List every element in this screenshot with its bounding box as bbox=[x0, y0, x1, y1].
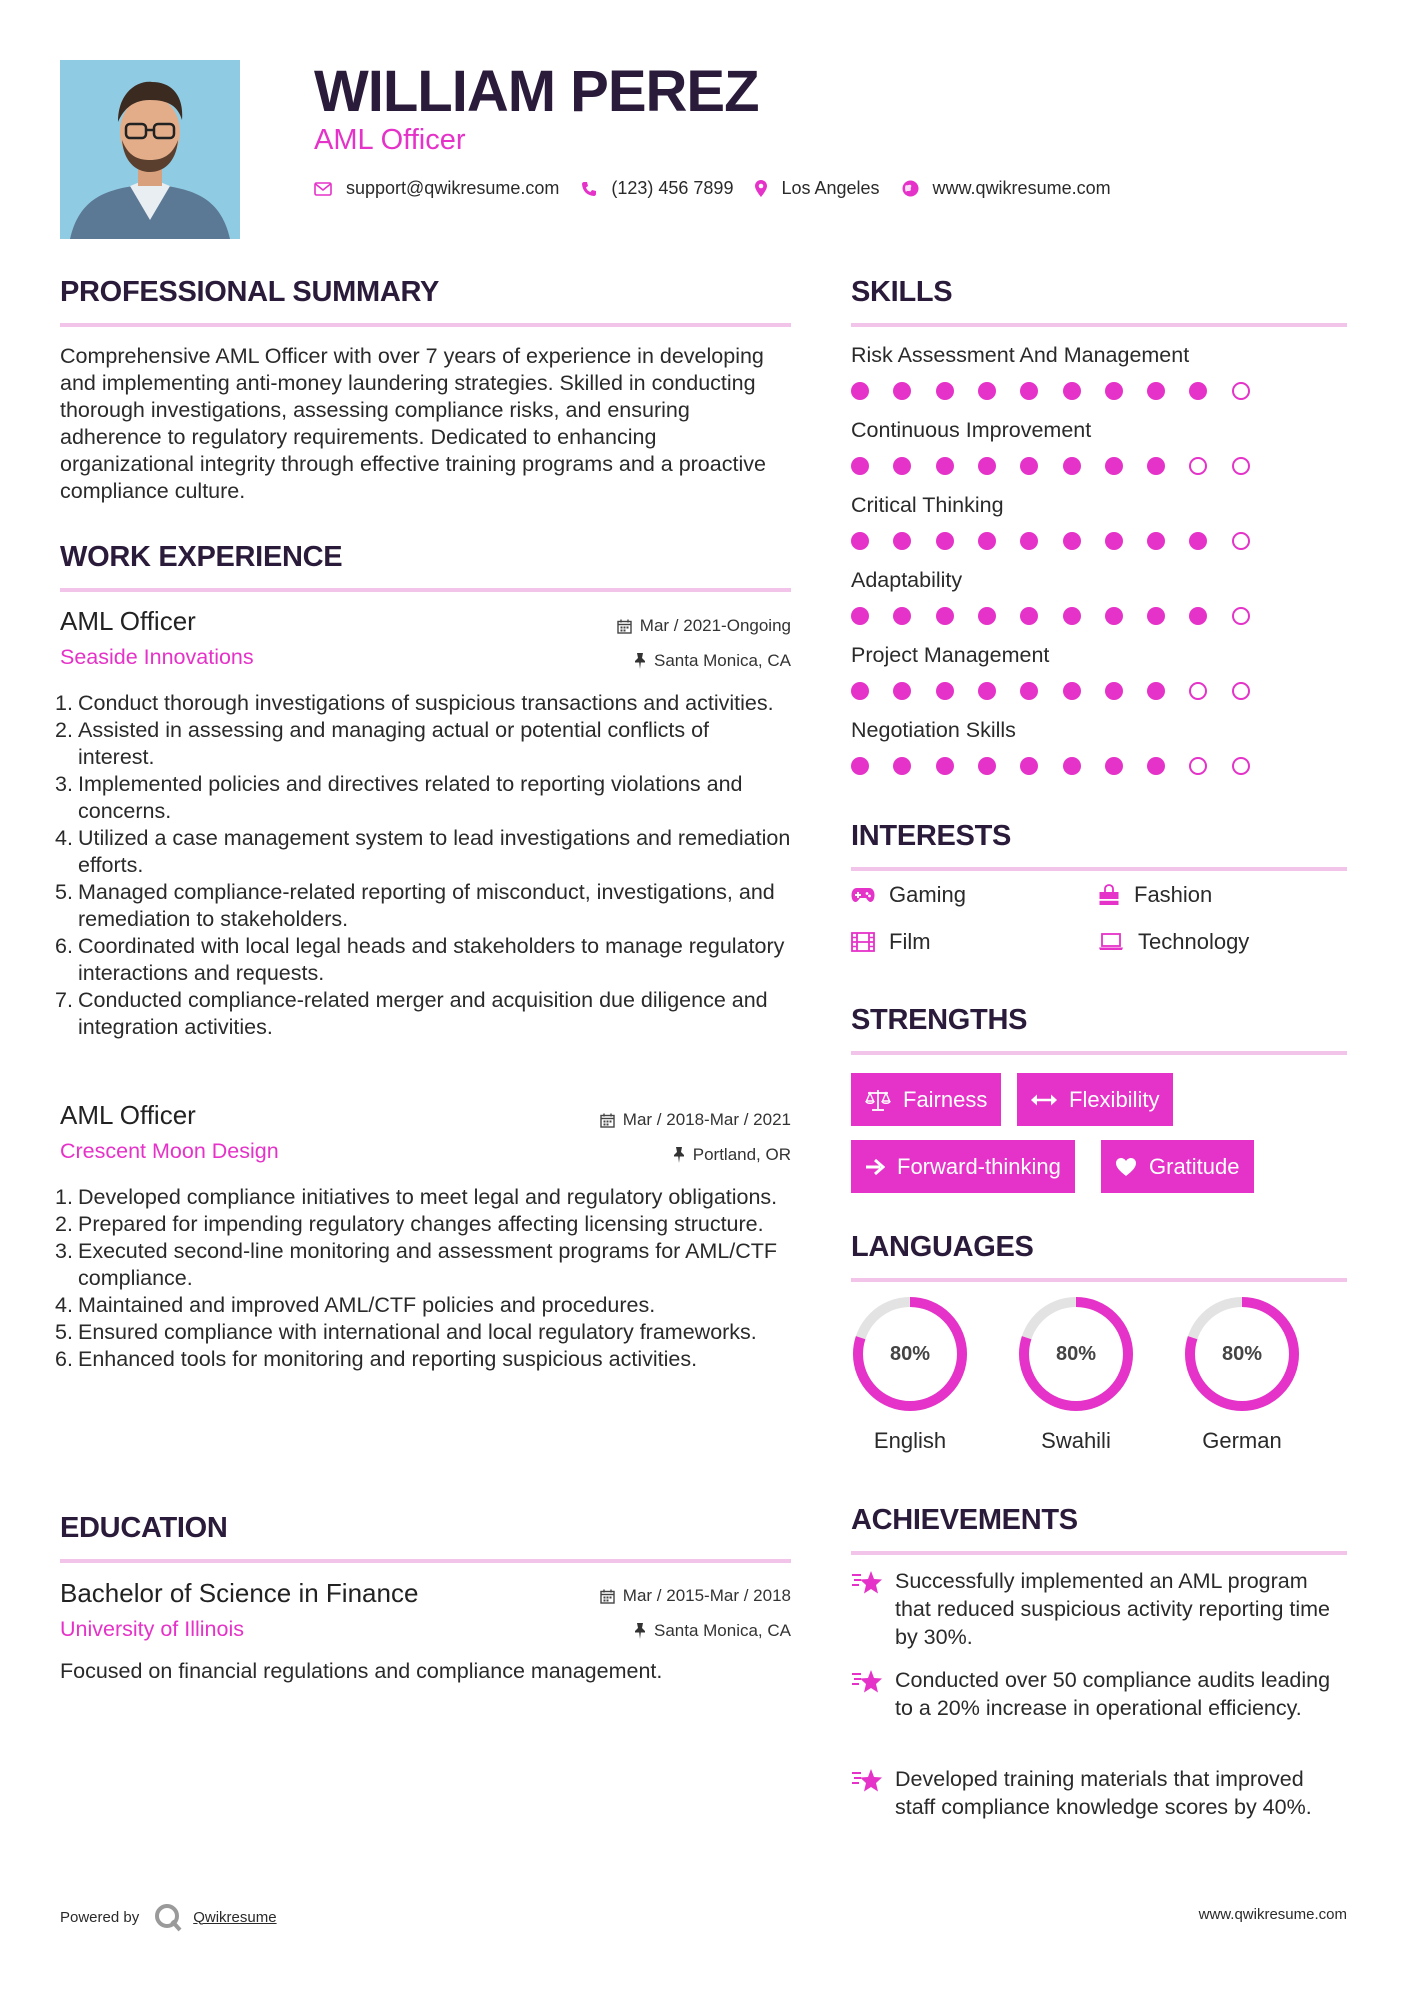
rating-dot-filled bbox=[936, 457, 954, 475]
interest-fashion: Fashion bbox=[1098, 882, 1212, 908]
list-item: 7. Conducted compliance-related merger and acquisition due diligence and integration activities. bbox=[55, 988, 768, 1039]
rating-dot-filled bbox=[1020, 757, 1038, 775]
job-location: Santa Monica, CA bbox=[634, 651, 791, 671]
achievements-section-header bbox=[851, 1504, 1347, 1555]
rating-dot-empty bbox=[1232, 532, 1250, 550]
skill-rating bbox=[851, 607, 1347, 629]
skills-section-header bbox=[851, 276, 1347, 327]
language-item bbox=[848, 1292, 972, 1454]
summary-title: PROFESSIONAL SUMMARY bbox=[60, 276, 440, 308]
rating-dot-filled bbox=[1147, 382, 1165, 400]
job-entry-1 bbox=[60, 606, 791, 670]
calendar-icon bbox=[600, 1589, 615, 1604]
experience-section-header bbox=[60, 541, 791, 592]
rating-dot-empty bbox=[1232, 457, 1250, 475]
rating-dot-filled bbox=[851, 457, 869, 475]
skill-name: Adaptability bbox=[851, 568, 963, 592]
job-location: Portland, OR bbox=[673, 1145, 791, 1165]
contact-bar bbox=[314, 178, 1133, 199]
skill-rating bbox=[851, 457, 1347, 479]
candidate-name: WILLIAM PEREZ bbox=[314, 59, 759, 124]
skill-item bbox=[851, 493, 1347, 554]
rating-dot-empty bbox=[1189, 682, 1207, 700]
section-divider bbox=[60, 1559, 791, 1563]
language-item bbox=[1014, 1292, 1138, 1454]
interest-film: Film bbox=[851, 929, 931, 955]
skill-rating bbox=[851, 382, 1347, 404]
arrow-right-icon bbox=[865, 1158, 885, 1176]
list-item: 3. Implemented policies and directives related to reporting violations and concerns. bbox=[55, 772, 743, 823]
list-item: 2. Assisted in assessing and managing actual or potential conflicts of interest. bbox=[55, 718, 710, 769]
rating-dot-filled bbox=[1105, 382, 1123, 400]
language-percent: 80% bbox=[1221, 1342, 1263, 1365]
list-item: 4. Utilized a case management system to lead investigations and remediation efforts. bbox=[55, 826, 791, 877]
rating-dot-filled bbox=[1147, 457, 1165, 475]
section-divider bbox=[60, 323, 791, 327]
qwikresume-logo-icon bbox=[153, 1902, 183, 1932]
skill-rating bbox=[851, 532, 1347, 554]
achievements-title: ACHIEVEMENTS bbox=[851, 1504, 1078, 1536]
list-item: 1. Conduct thorough investigations of suspicious transactions and activities. bbox=[55, 691, 774, 715]
rating-dot-filled bbox=[893, 607, 911, 625]
skill-item bbox=[851, 568, 1347, 629]
rating-dot-filled bbox=[1063, 457, 1081, 475]
skill-rating bbox=[851, 757, 1347, 779]
summary-section-header bbox=[60, 276, 791, 327]
rating-dot-filled bbox=[978, 757, 996, 775]
rating-dot-filled bbox=[1105, 682, 1123, 700]
rating-dot-filled bbox=[936, 757, 954, 775]
contact-location bbox=[755, 178, 879, 199]
section-divider bbox=[851, 1278, 1347, 1282]
gamepad-icon bbox=[851, 887, 875, 903]
strength-gratitude: Gratitude bbox=[1101, 1140, 1254, 1193]
rating-dot-filled bbox=[851, 607, 869, 625]
rating-dot-filled bbox=[1147, 532, 1165, 550]
rating-dot-filled bbox=[936, 682, 954, 700]
job-2-responsibilities bbox=[55, 1184, 791, 1373]
rating-dot-filled bbox=[851, 532, 869, 550]
education-entry bbox=[60, 1578, 791, 1642]
contact-website[interactable] bbox=[902, 178, 1111, 199]
rating-dot-filled bbox=[936, 382, 954, 400]
rating-dot-filled bbox=[893, 457, 911, 475]
rating-dot-filled bbox=[1020, 382, 1038, 400]
experience-title: WORK EXPERIENCE bbox=[60, 541, 343, 573]
footer-website[interactable]: www.qwikresume.com bbox=[1198, 1906, 1347, 1923]
rating-dot-filled bbox=[1020, 682, 1038, 700]
skill-name: Critical Thinking bbox=[851, 493, 1004, 517]
achievement-item: Successfully implemented an AML program that reduced suspicious activity reporting time by 30%. bbox=[851, 1567, 1347, 1651]
school-name: University of Illinois bbox=[60, 1617, 244, 1641]
language-name: German bbox=[1202, 1428, 1282, 1453]
rating-dot-filled bbox=[1189, 607, 1207, 625]
education-dates: Mar / 2015-Mar / 2018 bbox=[600, 1586, 791, 1606]
strengths-title: STRENGTHS bbox=[851, 1004, 1028, 1036]
double-arrow-icon bbox=[1031, 1094, 1057, 1106]
rating-dot-filled bbox=[978, 532, 996, 550]
job-title: AML Officer bbox=[60, 606, 196, 636]
list-item: 2. Prepared for impending regulatory changes affecting licensing structure. bbox=[55, 1212, 764, 1236]
footer-powered-by: Powered by Qwikresume bbox=[60, 1902, 277, 1932]
film-icon bbox=[851, 932, 875, 952]
pushpin-icon bbox=[634, 1623, 646, 1639]
rating-dot-filled bbox=[978, 382, 996, 400]
rating-dot-filled bbox=[1105, 607, 1123, 625]
interests-section-header bbox=[851, 820, 1347, 871]
calendar-icon bbox=[600, 1113, 615, 1128]
laptop-icon bbox=[1098, 933, 1124, 951]
list-item: 6. Enhanced tools for monitoring and reporting suspicious activities. bbox=[55, 1347, 698, 1371]
rating-dot-filled bbox=[893, 532, 911, 550]
phone-icon bbox=[581, 181, 597, 197]
rating-dot-filled bbox=[1105, 532, 1123, 550]
skill-item bbox=[851, 718, 1347, 779]
section-divider bbox=[851, 1551, 1347, 1555]
skill-name: Continuous Improvement bbox=[851, 418, 1092, 442]
rating-dot-filled bbox=[1063, 757, 1081, 775]
candidate-role: AML Officer bbox=[314, 124, 466, 156]
skill-item bbox=[851, 643, 1347, 704]
languages-section-header bbox=[851, 1231, 1347, 1282]
rating-dot-filled bbox=[978, 457, 996, 475]
section-divider bbox=[851, 323, 1347, 327]
rating-dot-filled bbox=[893, 382, 911, 400]
job-company: Seaside Innovations bbox=[60, 645, 254, 669]
contact-email[interactable] bbox=[314, 178, 559, 199]
job-dates: Mar / 2018-Mar / 2021 bbox=[600, 1110, 791, 1130]
rating-dot-filled bbox=[1147, 607, 1165, 625]
language-percent: 80% bbox=[889, 1342, 931, 1365]
language-name: Swahili bbox=[1041, 1428, 1111, 1453]
interests-title: INTERESTS bbox=[851, 820, 1012, 852]
rating-dot-empty bbox=[1232, 607, 1250, 625]
map-marker-icon bbox=[755, 180, 767, 197]
achievement-item: Developed training materials that improved staff compliance knowledge scores by 40%. bbox=[851, 1765, 1347, 1821]
achievement-item: Conducted over 50 compliance audits leading to a 20% increase in operational efficiency. bbox=[851, 1666, 1347, 1722]
rating-dot-filled bbox=[1105, 457, 1123, 475]
shooting-star-icon bbox=[851, 1668, 883, 1696]
pushpin-icon bbox=[634, 653, 646, 669]
summary-text: Comprehensive AML Officer with over 7 years of experience in developing and implementing anti-money laundering strategies. Skilled in conducting thorough investigations, assessing compliance risks, and ensuring adherence to regulatory requirements. Dedicated to enhancing organizational integrity through effective training programs and a proactive compliance culture. bbox=[60, 344, 766, 503]
rating-dot-filled bbox=[851, 757, 869, 775]
shooting-star-icon bbox=[851, 1767, 883, 1795]
rating-dot-filled bbox=[1189, 382, 1207, 400]
rating-dot-filled bbox=[936, 607, 954, 625]
rating-dot-filled bbox=[851, 682, 869, 700]
job-title: AML Officer bbox=[60, 1100, 196, 1130]
skills-title: SKILLS bbox=[851, 276, 953, 308]
rating-dot-filled bbox=[1147, 757, 1165, 775]
calendar-icon bbox=[617, 619, 632, 634]
languages-title: LANGUAGES bbox=[851, 1231, 1034, 1263]
rating-dot-filled bbox=[851, 382, 869, 400]
balance-scale-icon bbox=[865, 1089, 891, 1111]
rating-dot-empty bbox=[1232, 382, 1250, 400]
pushpin-icon bbox=[673, 1147, 685, 1163]
rating-dot-empty bbox=[1232, 757, 1250, 775]
rating-dot-filled bbox=[1063, 382, 1081, 400]
website-text: www.qwikresume.com bbox=[932, 178, 1111, 198]
language-percent: 80% bbox=[1055, 1342, 1097, 1365]
skill-item bbox=[851, 418, 1347, 479]
list-item: 5. Managed compliance-related reporting of misconduct, investigations, and remediation to stakeholders. bbox=[55, 880, 775, 931]
education-location: Santa Monica, CA bbox=[634, 1621, 791, 1641]
section-divider bbox=[60, 588, 791, 592]
language-item bbox=[1180, 1292, 1304, 1454]
language-name: English bbox=[873, 1428, 947, 1453]
job-entry-2 bbox=[60, 1100, 791, 1164]
education-section-header bbox=[60, 1512, 791, 1563]
rating-dot-filled bbox=[893, 757, 911, 775]
strengths-section-header bbox=[851, 1004, 1347, 1055]
section-divider bbox=[851, 867, 1347, 871]
skill-item bbox=[851, 343, 1347, 404]
rating-dot-empty bbox=[1189, 757, 1207, 775]
rating-dot-filled bbox=[1063, 532, 1081, 550]
location-text: Los Angeles bbox=[781, 178, 880, 198]
strength-forward-thinking: Forward-thinking bbox=[851, 1140, 1075, 1193]
rating-dot-filled bbox=[893, 682, 911, 700]
rating-dot-filled bbox=[936, 532, 954, 550]
list-item: 6. Coordinated with local legal heads and stakeholders to manage regulatory interactions and requests. bbox=[55, 934, 785, 985]
job-dates: Mar / 2021-Ongoing bbox=[617, 616, 791, 636]
rating-dot-filled bbox=[1063, 682, 1081, 700]
heart-icon bbox=[1115, 1157, 1137, 1177]
skill-name: Negotiation Skills bbox=[851, 718, 1016, 742]
shooting-star-icon bbox=[851, 1569, 883, 1597]
rating-dot-filled bbox=[1063, 607, 1081, 625]
rating-dot-filled bbox=[1020, 457, 1038, 475]
strength-flexibility: Flexibility bbox=[1017, 1073, 1173, 1126]
email-text: support@qwikresume.com bbox=[346, 178, 560, 198]
list-item: 3. Executed second-line monitoring and assessment programs for AML/CTF compliance. bbox=[55, 1239, 778, 1290]
interest-technology: Technology bbox=[1098, 929, 1249, 955]
education-description: Focused on financial regulations and compliance management. bbox=[60, 1659, 663, 1683]
interest-gaming: Gaming bbox=[851, 882, 966, 908]
rating-dot-filled bbox=[1147, 682, 1165, 700]
section-divider bbox=[851, 1051, 1347, 1055]
footer-brand-link[interactable]: Qwikresume bbox=[193, 1908, 277, 1926]
rating-dot-filled bbox=[1189, 532, 1207, 550]
list-item: 4. Maintained and improved AML/CTF policies and procedures. bbox=[55, 1293, 656, 1317]
list-item: 5. Ensured compliance with international and local regulatory frameworks. bbox=[55, 1320, 757, 1344]
envelope-icon bbox=[314, 182, 332, 196]
shopping-bag-icon bbox=[1098, 884, 1120, 906]
rating-dot-filled bbox=[1020, 607, 1038, 625]
job-company: Crescent Moon Design bbox=[60, 1139, 279, 1163]
profile-photo bbox=[60, 60, 240, 239]
skill-name: Project Management bbox=[851, 643, 1050, 667]
globe-icon bbox=[902, 180, 919, 197]
education-title: EDUCATION bbox=[60, 1512, 228, 1544]
rating-dot-empty bbox=[1189, 457, 1207, 475]
list-item: 1. Developed compliance initiatives to meet legal and regulatory obligations. bbox=[55, 1185, 778, 1209]
rating-dot-filled bbox=[1105, 757, 1123, 775]
skill-rating bbox=[851, 682, 1347, 704]
phone-text: (123) 456 7899 bbox=[611, 178, 734, 198]
job-1-responsibilities bbox=[55, 690, 791, 1041]
rating-dot-filled bbox=[978, 682, 996, 700]
contact-phone[interactable] bbox=[581, 178, 733, 199]
rating-dot-empty bbox=[1232, 682, 1250, 700]
skill-name: Risk Assessment And Management bbox=[851, 343, 1190, 367]
rating-dot-filled bbox=[978, 607, 996, 625]
rating-dot-filled bbox=[1020, 532, 1038, 550]
strength-fairness: Fairness bbox=[851, 1073, 1001, 1126]
degree-title: Bachelor of Science in Finance bbox=[60, 1578, 419, 1608]
